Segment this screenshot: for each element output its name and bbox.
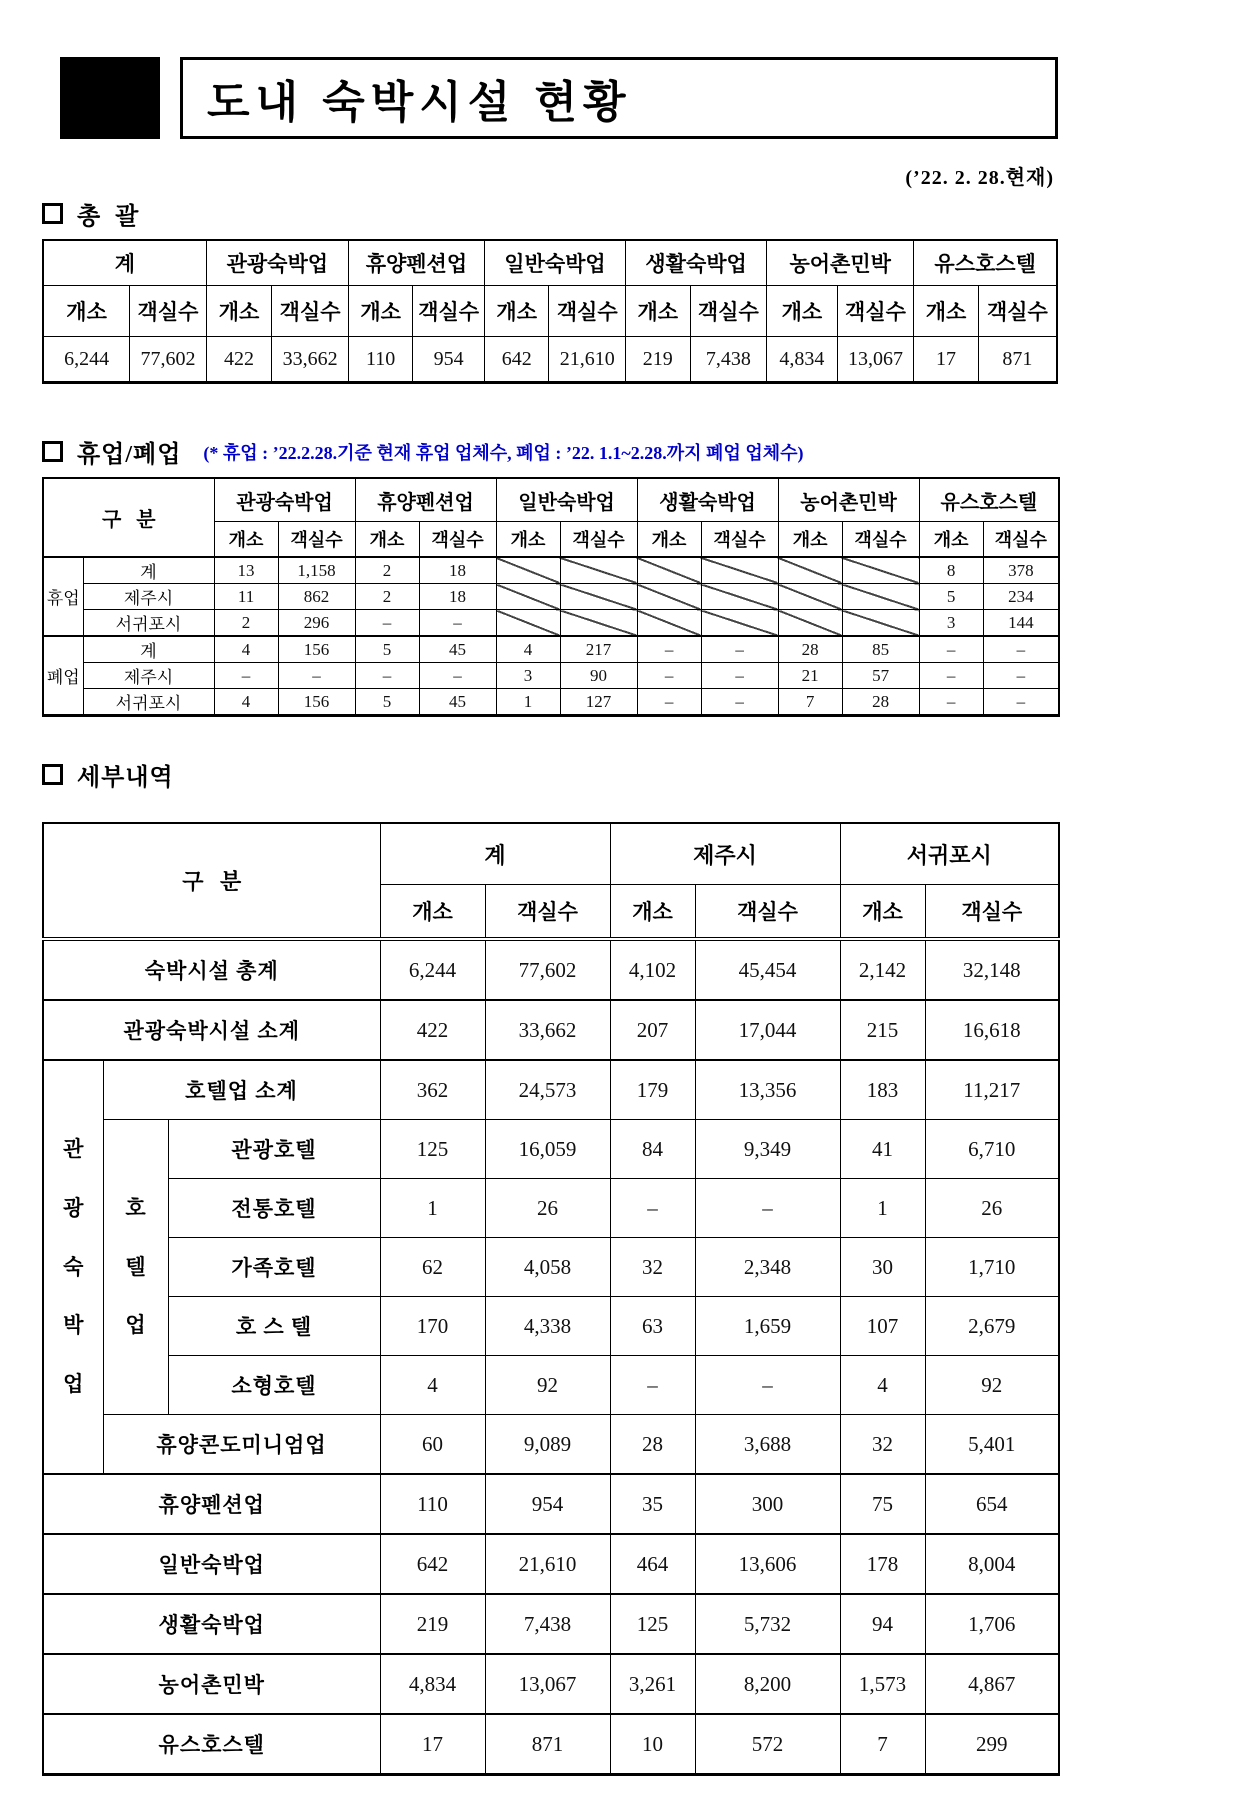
value-cell: 6,710	[925, 1120, 1059, 1179]
row-label: 농어촌민박	[43, 1654, 380, 1714]
table-row	[43, 1179, 1059, 1238]
col-group-header: 생활숙박업	[637, 478, 778, 522]
value-cell: 62	[380, 1238, 485, 1297]
row-label: 계	[83, 636, 214, 663]
value-cell: 92	[485, 1356, 610, 1415]
document-page	[42, 57, 1058, 1776]
table-row	[43, 478, 1059, 522]
row-label: 숙박시설 총계	[43, 939, 380, 1000]
value-cell: 77,602	[130, 337, 207, 383]
col-group-header: 생활숙박업	[626, 240, 767, 286]
value-cell: 422	[206, 337, 272, 383]
value-cell: –	[983, 689, 1059, 716]
value-cell: 5	[355, 689, 419, 716]
table-row	[43, 1534, 1059, 1594]
col-header-gaeksilsu: 객실수	[925, 885, 1059, 940]
row-label: 소형호텔	[168, 1356, 380, 1415]
slash-cell	[842, 557, 919, 584]
value-cell: 642	[380, 1534, 485, 1594]
value-cell: 234	[983, 584, 1059, 610]
value-cell: 5,401	[925, 1415, 1059, 1475]
table-row	[43, 1120, 1059, 1179]
value-cell: 4,058	[485, 1238, 610, 1297]
value-cell: –	[919, 663, 983, 689]
col-header-gaeksilsu: 객실수	[419, 522, 496, 558]
value-cell: –	[355, 663, 419, 689]
title-bar	[60, 57, 1058, 139]
value-cell: 654	[925, 1474, 1059, 1534]
row-label: 유스호스텔	[43, 1714, 380, 1775]
value-cell: 11	[214, 584, 278, 610]
value-cell: 11,217	[925, 1060, 1059, 1120]
value-cell: 4	[840, 1356, 925, 1415]
table-row	[43, 557, 1059, 584]
value-cell: 642	[484, 337, 549, 383]
value-cell: 3	[919, 610, 983, 637]
title-black-box	[60, 57, 160, 139]
table-row	[43, 939, 1059, 1000]
value-cell: 32	[840, 1415, 925, 1475]
section-heading-detail	[42, 757, 1058, 792]
value-cell: 32,148	[925, 939, 1059, 1000]
col-header-gaeksilsu: 객실수	[560, 522, 637, 558]
value-cell: 5	[919, 584, 983, 610]
value-cell: 954	[413, 337, 485, 383]
col-header-gaeso: 개소	[840, 885, 925, 940]
value-cell: 1,573	[840, 1654, 925, 1714]
value-cell: 207	[610, 1000, 695, 1060]
value-cell: –	[701, 663, 778, 689]
value-cell: 2,142	[840, 939, 925, 1000]
value-cell: 4,338	[485, 1297, 610, 1356]
col-group-header: 휴양펜션업	[355, 478, 496, 522]
row-label: 전통호텔	[168, 1179, 380, 1238]
slash-cell	[560, 610, 637, 637]
section-heading-overview	[42, 196, 1058, 231]
value-cell: 464	[610, 1534, 695, 1594]
value-cell: 16,059	[485, 1120, 610, 1179]
value-cell: 24,573	[485, 1060, 610, 1120]
value-cell: 18	[419, 557, 496, 584]
slash-cell	[637, 610, 701, 637]
slash-cell	[778, 557, 842, 584]
table-row	[43, 1060, 1059, 1120]
col-header-gaeso: 개소	[767, 286, 838, 337]
square-bullet-icon	[42, 203, 63, 224]
value-cell: –	[637, 636, 701, 663]
slash-cell	[496, 610, 560, 637]
value-cell: 3	[496, 663, 560, 689]
col-header-gaeso: 개소	[214, 522, 278, 558]
value-cell: –	[919, 636, 983, 663]
col-header-gaeksilsu: 객실수	[485, 885, 610, 940]
row-label: 호텔업 소계	[103, 1060, 380, 1120]
value-cell: 219	[380, 1594, 485, 1654]
table-row	[43, 1714, 1059, 1775]
col-header-gaeso: 개소	[626, 286, 691, 337]
row-label: 휴양콘도미니엄업	[103, 1415, 380, 1475]
value-cell: 156	[278, 689, 355, 716]
detail-table	[42, 822, 1060, 1776]
value-cell: 4	[380, 1356, 485, 1415]
value-cell: 17,044	[695, 1000, 840, 1060]
slash-cell	[560, 584, 637, 610]
value-cell: 156	[278, 636, 355, 663]
value-cell: 41	[840, 1120, 925, 1179]
value-cell: 16,618	[925, 1000, 1059, 1060]
value-cell: 296	[278, 610, 355, 637]
value-cell: 422	[380, 1000, 485, 1060]
col-header-gaeksilsu: 객실수	[701, 522, 778, 558]
col-header-gaeso: 개소	[914, 286, 979, 337]
value-cell: 3,261	[610, 1654, 695, 1714]
value-cell: 9,089	[485, 1415, 610, 1475]
row-group-label-vertical	[43, 1060, 103, 1474]
table-row	[43, 1000, 1059, 1060]
value-cell: 45	[419, 636, 496, 663]
value-cell: 32	[610, 1238, 695, 1297]
value-cell: 6,244	[43, 337, 130, 383]
value-cell: 84	[610, 1120, 695, 1179]
closure-note: (* 휴업 : ’22.2.28.기준 현재 휴업 업체수, 폐업 : ’22. 1.1~2.28.까지 폐업 업체수)	[203, 442, 804, 463]
col-header-gaeksilsu: 객실수	[983, 522, 1059, 558]
value-cell: 1	[840, 1179, 925, 1238]
value-cell: –	[355, 610, 419, 637]
table-row	[43, 663, 1059, 689]
value-cell: 33,662	[485, 1000, 610, 1060]
col-header-gaeksilsu: 객실수	[690, 286, 767, 337]
value-cell: –	[983, 636, 1059, 663]
col-group-header: 제주시	[610, 823, 840, 885]
value-cell: 1,659	[695, 1297, 840, 1356]
table-row	[43, 240, 1057, 286]
col-group-header: 유스호스텔	[919, 478, 1059, 522]
value-cell: 954	[485, 1474, 610, 1534]
col-header-gaeso: 개소	[484, 286, 549, 337]
value-cell: –	[419, 610, 496, 637]
col-header-gaeksilsu: 객실수	[978, 286, 1057, 337]
col-header-gaeksilsu: 객실수	[413, 286, 485, 337]
value-cell: 75	[840, 1474, 925, 1534]
square-bullet-icon	[42, 441, 63, 462]
col-group-header: 일반숙박업	[484, 240, 625, 286]
table-row	[43, 689, 1059, 716]
slash-cell	[842, 610, 919, 637]
value-cell: 2,679	[925, 1297, 1059, 1356]
value-cell: 45	[419, 689, 496, 716]
value-cell: 125	[610, 1594, 695, 1654]
slash-cell	[701, 610, 778, 637]
page-title: 도내 숙박시설 현황	[207, 78, 632, 127]
table-row	[43, 584, 1059, 610]
value-cell: 28	[842, 689, 919, 716]
value-cell: 1,706	[925, 1594, 1059, 1654]
col-header-gaeso: 개소	[348, 286, 413, 337]
value-cell: 871	[485, 1714, 610, 1775]
col-header-gaeso: 개소	[380, 885, 485, 940]
value-cell: 30	[840, 1238, 925, 1297]
value-cell: 21,610	[485, 1534, 610, 1594]
value-cell: 35	[610, 1474, 695, 1534]
table-row	[43, 1654, 1059, 1714]
gubun-header: 구 분	[43, 478, 214, 557]
value-cell: 2	[214, 610, 278, 637]
row-group-label: 휴업	[43, 557, 83, 636]
col-group-header: 서귀포시	[840, 823, 1059, 885]
col-header-gaeso: 개소	[496, 522, 560, 558]
col-group-header: 계	[380, 823, 610, 885]
col-header-gaeso: 개소	[355, 522, 419, 558]
value-cell: 13,067	[837, 337, 914, 383]
value-cell: 7,438	[690, 337, 767, 383]
vertical-label: 관광숙박업	[63, 1137, 84, 1397]
value-cell: 4,867	[925, 1654, 1059, 1714]
value-cell: 179	[610, 1060, 695, 1120]
col-header-gaeksilsu: 객실수	[842, 522, 919, 558]
value-cell: 144	[983, 610, 1059, 637]
value-cell: 362	[380, 1060, 485, 1120]
row-label: 제주시	[83, 663, 214, 689]
col-group-header: 관광숙박업	[214, 478, 355, 522]
row-label: 휴양펜션업	[43, 1474, 380, 1534]
col-header-gaeksilsu: 객실수	[272, 286, 349, 337]
value-cell: 7,438	[485, 1594, 610, 1654]
value-cell: –	[701, 636, 778, 663]
col-header-gaeso: 개소	[637, 522, 701, 558]
value-cell: 4,834	[380, 1654, 485, 1714]
value-cell: –	[701, 689, 778, 716]
value-cell: –	[419, 663, 496, 689]
value-cell: 8,004	[925, 1534, 1059, 1594]
slash-cell	[778, 610, 842, 637]
slash-cell	[842, 584, 919, 610]
value-cell: –	[637, 663, 701, 689]
value-cell: –	[610, 1179, 695, 1238]
value-cell: 183	[840, 1060, 925, 1120]
col-group-header: 계	[43, 240, 206, 286]
slash-cell	[496, 584, 560, 610]
section-heading-closure	[42, 434, 1058, 469]
col-header-gaeso: 개소	[778, 522, 842, 558]
value-cell: 57	[842, 663, 919, 689]
value-cell: 3,688	[695, 1415, 840, 1475]
value-cell: 6,244	[380, 939, 485, 1000]
row-group-label-vertical	[103, 1120, 168, 1415]
table-row	[43, 1474, 1059, 1534]
col-header-gaeksilsu: 객실수	[130, 286, 207, 337]
value-cell: 33,662	[272, 337, 349, 383]
value-cell: 90	[560, 663, 637, 689]
table-row	[43, 1415, 1059, 1475]
col-group-header: 휴양펜션업	[348, 240, 484, 286]
row-label: 관광숙박시설 소계	[43, 1000, 380, 1060]
value-cell: 63	[610, 1297, 695, 1356]
value-cell: 7	[778, 689, 842, 716]
table-row	[43, 636, 1059, 663]
slash-cell	[637, 557, 701, 584]
row-label: 일반숙박업	[43, 1534, 380, 1594]
table-row	[43, 1594, 1059, 1654]
section-title: 세부내역	[77, 765, 174, 791]
col-header-gaeksilsu: 객실수	[695, 885, 840, 940]
value-cell: –	[983, 663, 1059, 689]
row-label: 관광호텔	[168, 1120, 380, 1179]
table-row	[43, 610, 1059, 637]
value-cell: 572	[695, 1714, 840, 1775]
value-cell: 2	[355, 557, 419, 584]
slash-cell	[496, 557, 560, 584]
slash-cell	[560, 557, 637, 584]
value-cell: 1	[380, 1179, 485, 1238]
value-cell: –	[695, 1179, 840, 1238]
value-cell: 4	[214, 689, 278, 716]
value-cell: 8	[919, 557, 983, 584]
section-title: 총 괄	[77, 204, 140, 230]
value-cell: 170	[380, 1297, 485, 1356]
value-cell: 299	[925, 1714, 1059, 1775]
value-cell: 217	[560, 636, 637, 663]
as-of-date: (’22. 2. 28.현재)	[905, 167, 1054, 189]
value-cell: 18	[419, 584, 496, 610]
value-cell: 2,348	[695, 1238, 840, 1297]
value-cell: 5,732	[695, 1594, 840, 1654]
value-cell: 2	[355, 584, 419, 610]
col-header-gaeso: 개소	[43, 286, 130, 337]
gubun-header: 구 분	[43, 823, 380, 939]
value-cell: –	[610, 1356, 695, 1415]
slash-cell	[637, 584, 701, 610]
slash-cell	[701, 584, 778, 610]
slash-cell	[701, 557, 778, 584]
row-label: 서귀포시	[83, 610, 214, 637]
table-row	[43, 1356, 1059, 1415]
value-cell: 17	[914, 337, 979, 383]
value-cell: 28	[610, 1415, 695, 1475]
value-cell: 1,710	[925, 1238, 1059, 1297]
value-cell: 219	[626, 337, 691, 383]
value-cell: 45,454	[695, 939, 840, 1000]
table-row	[43, 1297, 1059, 1356]
value-cell: 94	[840, 1594, 925, 1654]
value-cell: 5	[355, 636, 419, 663]
value-cell: 4,834	[767, 337, 838, 383]
value-cell: –	[919, 689, 983, 716]
value-cell: 77,602	[485, 939, 610, 1000]
value-cell: 1	[496, 689, 560, 716]
col-group-header: 농어촌민박	[778, 478, 919, 522]
value-cell: 862	[278, 584, 355, 610]
value-cell: 378	[983, 557, 1059, 584]
value-cell: 13,356	[695, 1060, 840, 1120]
value-cell: 17	[380, 1714, 485, 1775]
value-cell: 9,349	[695, 1120, 840, 1179]
col-header-gaeksilsu: 객실수	[837, 286, 914, 337]
col-header-gaeso: 개소	[919, 522, 983, 558]
value-cell: 21,610	[549, 337, 626, 383]
table-row	[43, 286, 1057, 337]
value-cell: 28	[778, 636, 842, 663]
value-cell: 125	[380, 1120, 485, 1179]
value-cell: –	[695, 1356, 840, 1415]
value-cell: 110	[348, 337, 413, 383]
value-cell: 26	[925, 1179, 1059, 1238]
value-cell: 1,158	[278, 557, 355, 584]
row-label: 생활숙박업	[43, 1594, 380, 1654]
value-cell: 10	[610, 1714, 695, 1775]
title-box	[180, 57, 1058, 139]
col-header-gaeksilsu: 객실수	[278, 522, 355, 558]
col-group-header: 유스호스텔	[914, 240, 1057, 286]
value-cell: –	[214, 663, 278, 689]
row-label: 서귀포시	[83, 689, 214, 716]
table-row	[43, 1238, 1059, 1297]
value-cell: 4	[214, 636, 278, 663]
value-cell: 871	[978, 337, 1057, 383]
value-cell: 215	[840, 1000, 925, 1060]
section-title: 휴업/폐업	[77, 442, 182, 468]
vertical-label: 호텔업	[125, 1195, 146, 1338]
row-label: 가족호텔	[168, 1238, 380, 1297]
value-cell: 8,200	[695, 1654, 840, 1714]
value-cell: 110	[380, 1474, 485, 1534]
col-group-header: 농어촌민박	[767, 240, 914, 286]
value-cell: 4,102	[610, 939, 695, 1000]
table-row	[43, 823, 1059, 885]
value-cell: 4	[496, 636, 560, 663]
value-cell: 92	[925, 1356, 1059, 1415]
value-cell: 85	[842, 636, 919, 663]
row-label: 호 스 텔	[168, 1297, 380, 1356]
row-label: 제주시	[83, 584, 214, 610]
slash-cell	[778, 584, 842, 610]
value-cell: 13	[214, 557, 278, 584]
value-cell: 26	[485, 1179, 610, 1238]
value-cell: 21	[778, 663, 842, 689]
value-cell: 60	[380, 1415, 485, 1475]
value-cell: –	[637, 689, 701, 716]
table-row	[43, 337, 1057, 383]
value-cell: 178	[840, 1534, 925, 1594]
row-label: 계	[83, 557, 214, 584]
square-bullet-icon	[42, 764, 63, 785]
col-header-gaeksilsu: 객실수	[549, 286, 626, 337]
value-cell: 7	[840, 1714, 925, 1775]
col-header-gaeso: 개소	[206, 286, 272, 337]
value-cell: 13,606	[695, 1534, 840, 1594]
col-header-gaeso: 개소	[610, 885, 695, 940]
value-cell: 300	[695, 1474, 840, 1534]
overview-table	[42, 239, 1058, 384]
closure-table	[42, 477, 1060, 717]
value-cell: 13,067	[485, 1654, 610, 1714]
col-group-header: 관광숙박업	[206, 240, 348, 286]
value-cell: 107	[840, 1297, 925, 1356]
row-group-label: 폐업	[43, 636, 83, 716]
col-group-header: 일반숙박업	[496, 478, 637, 522]
value-cell: 127	[560, 689, 637, 716]
value-cell: –	[278, 663, 355, 689]
